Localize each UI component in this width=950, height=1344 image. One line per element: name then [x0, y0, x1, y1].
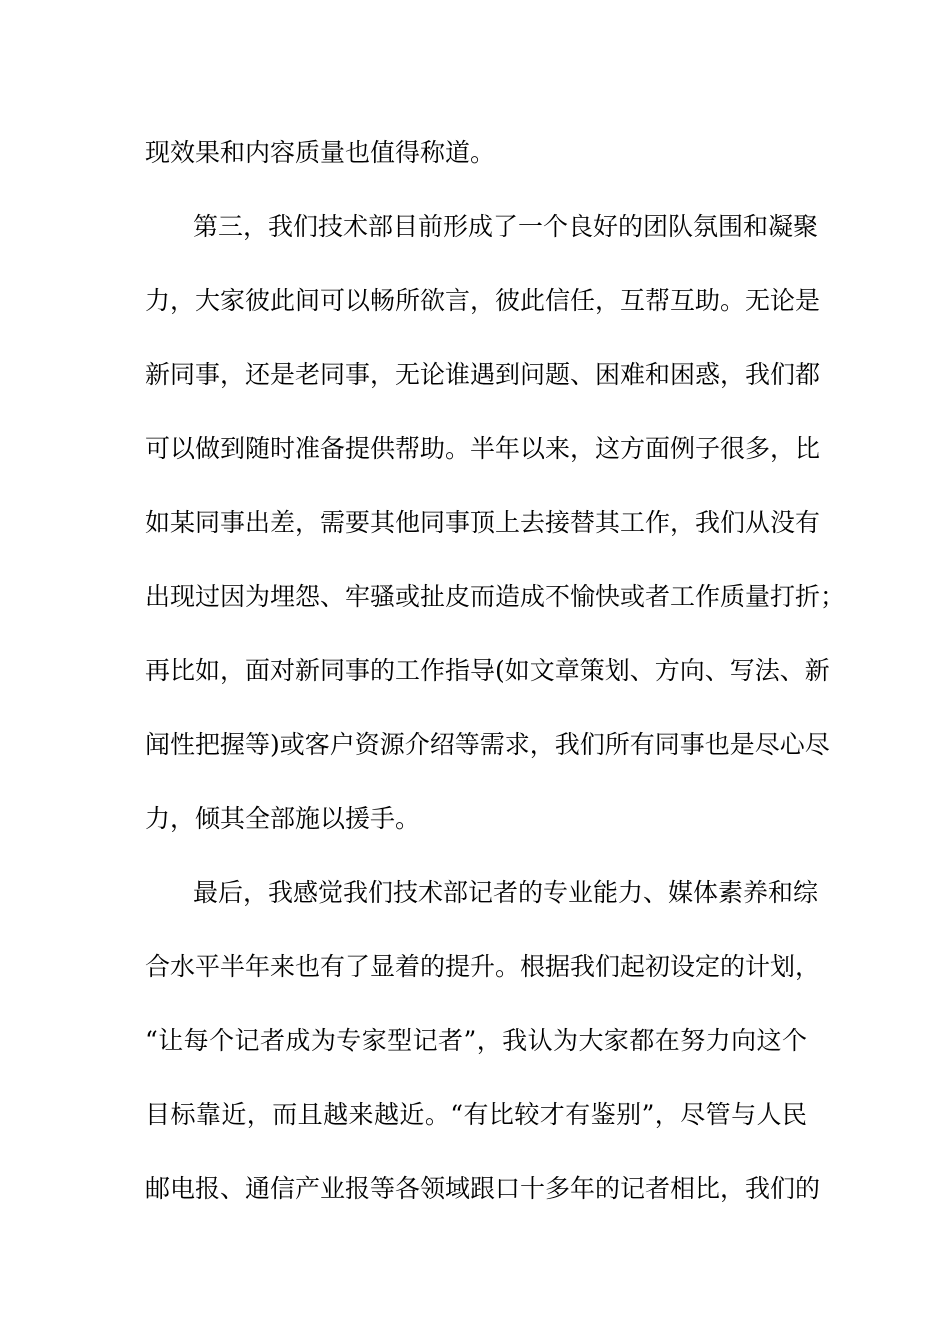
text-line-12: 合水平半年来也有了显着的提升。根据我们起初设定的计划，: [145, 952, 821, 981]
text-line-5: 可以做到随时准备提供帮助。半年以来，这方面例子很多，比: [145, 434, 821, 463]
text-line-13: “让每个记者成为专家型记者”，我认为大家都在努力向这个: [145, 1026, 807, 1055]
text-line-3: 力，大家彼此间可以畅所欲言，彼此信任，互帮互助。无论是: [145, 286, 821, 315]
text-line-2: 第三，我们技术部目前形成了一个良好的团队氛围和凝聚: [193, 212, 819, 241]
text-line-14: 目标靠近，而且越来越近。“有比较才有鉴别”，尽管与人民: [145, 1100, 807, 1129]
text-line-8: 再比如，面对新同事的工作指导(如文章策划、方向、写法、新: [145, 656, 830, 685]
text-line-9: 闻性把握等)或客户资源介绍等需求，我们所有同事也是尽心尽: [145, 730, 830, 759]
text-line-10: 力，倾其全部施以援手。: [145, 804, 421, 833]
text-line-15: 邮电报、通信产业报等各领域跟口十多年的记者相比，我们的: [145, 1174, 821, 1203]
text-line-7: 出现过因为埋怨、牢骚或扯皮而造成不愉快或者工作质量打折；: [145, 582, 846, 611]
text-line-6: 如某同事出差，需要其他同事顶上去接替其工作，我们从没有: [145, 508, 821, 537]
text-line-4: 新同事，还是老同事，无论谁遇到问题、困难和困惑，我们都: [145, 360, 821, 389]
text-line-11: 最后，我感觉我们技术部记者的专业能力、媒体素养和综: [193, 878, 819, 907]
text-line-1: 现效果和内容质量也值得称道。: [145, 138, 496, 167]
